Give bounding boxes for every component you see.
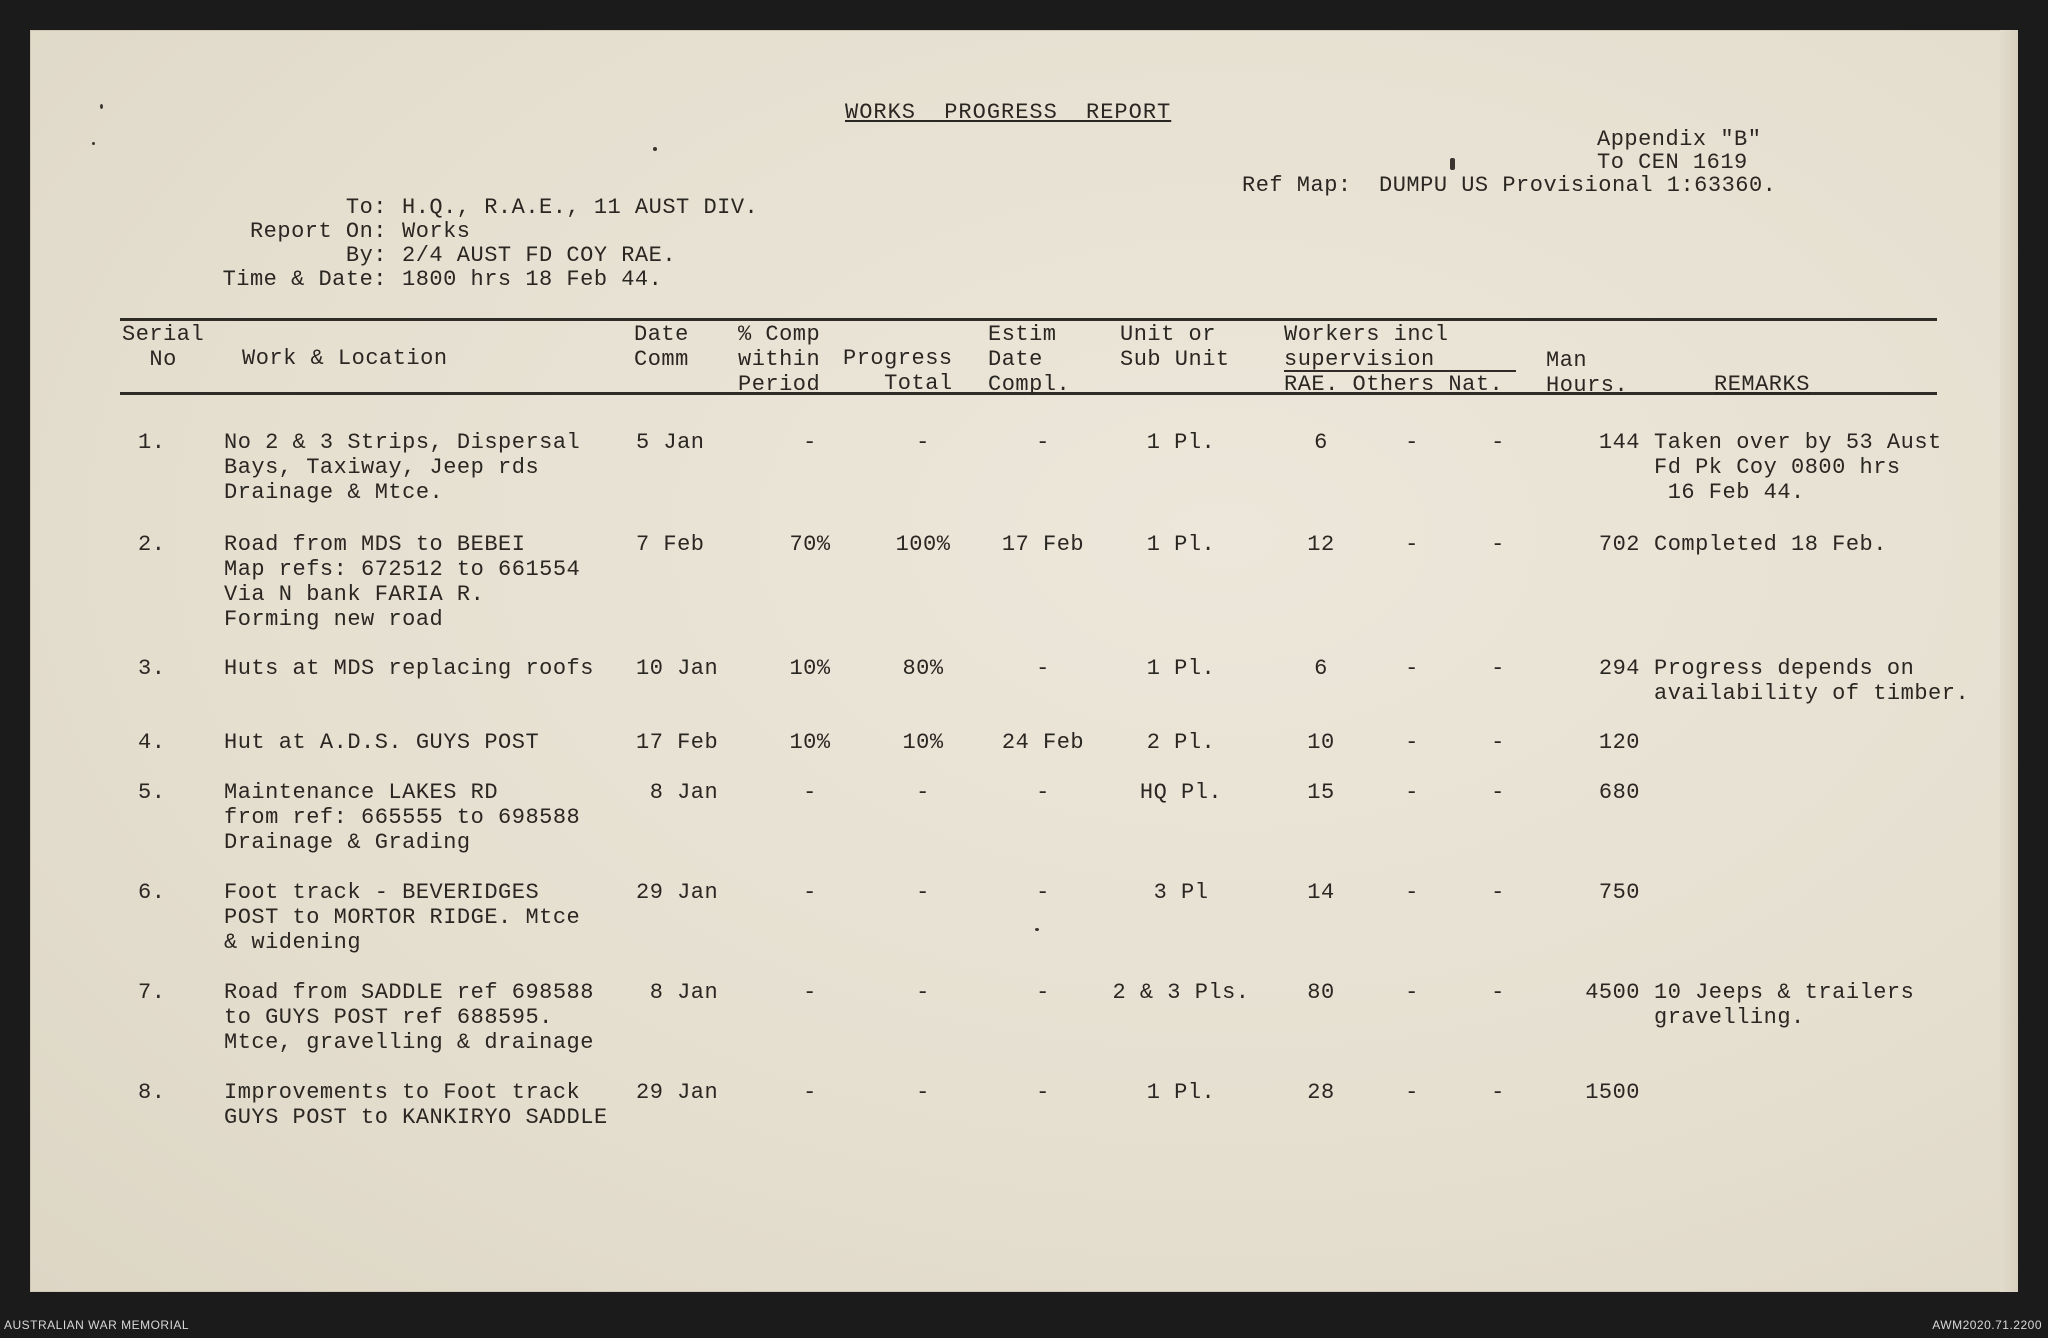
row-serial: 3. xyxy=(138,656,166,681)
row-progress-total: - xyxy=(916,980,930,1005)
row-date-comm: 17 Feb xyxy=(636,730,719,755)
row-work-location: Improvements to Foot track GUYS POST to KANKIRYO SADDLE xyxy=(224,1080,608,1130)
row-workers-nat: - xyxy=(1491,656,1505,681)
footer-source: AUSTRALIAN WAR MEMORIAL xyxy=(4,1318,190,1332)
row-date-comm: 10 Jan xyxy=(636,656,719,681)
col-remarks: REMARKS xyxy=(1714,372,1810,397)
col-pct-comp: % Comp within Period xyxy=(738,322,821,397)
row-workers-others: - xyxy=(1405,1080,1419,1105)
to-label: To: xyxy=(345,195,387,220)
col-man-hours: Man Hours. xyxy=(1546,348,1629,398)
row-progress-total: - xyxy=(916,430,930,455)
row-workers-others: - xyxy=(1405,880,1419,905)
col-serial: Serial No xyxy=(122,322,205,372)
row-man-hours: 144 xyxy=(1598,430,1640,455)
to-value: H.Q., R.A.E., 11 AUST DIV. xyxy=(402,195,759,220)
row-progress-total: 10% xyxy=(902,730,944,755)
ref-map: Ref Map: DUMPU US Provisional 1:63360. xyxy=(1242,173,1777,198)
row-work-location: Maintenance LAKES RD from ref: 665555 to 698588 Drainage & Grading xyxy=(224,780,581,855)
col-progress-total: Progress Total xyxy=(843,346,953,396)
row-progress-total: - xyxy=(916,1080,930,1105)
row-serial: 8. xyxy=(138,1080,166,1105)
col-date-comm: Date Comm xyxy=(634,322,689,372)
row-workers-others: - xyxy=(1405,430,1419,455)
row-workers-rae: 6 xyxy=(1314,430,1328,455)
row-man-hours: 750 xyxy=(1598,880,1640,905)
row-estim-date: - xyxy=(1036,1080,1050,1105)
col-workers: Workers incl supervision xyxy=(1284,322,1449,372)
row-progress-total: - xyxy=(916,880,930,905)
row-workers-rae: 28 xyxy=(1307,1080,1335,1105)
paper-speck xyxy=(92,142,95,145)
row-remarks: Completed 18 Feb. xyxy=(1654,532,1887,557)
row-serial: 7. xyxy=(138,980,166,1005)
row-work-location: Hut at A.D.S. GUYS POST xyxy=(224,730,540,755)
row-pct-comp: - xyxy=(803,880,817,905)
row-unit: 3 Pl xyxy=(1153,880,1209,905)
document-page xyxy=(30,30,2018,1292)
report-on-label: Report On: xyxy=(249,219,387,244)
row-work-location: Huts at MDS replacing roofs xyxy=(224,656,594,681)
row-remarks: Progress depends on availability of timber. xyxy=(1654,656,1970,706)
row-pct-comp: - xyxy=(803,780,817,805)
row-workers-others: - xyxy=(1405,780,1419,805)
row-date-comm: 29 Jan xyxy=(636,880,719,905)
row-pct-comp: 10% xyxy=(789,656,831,681)
row-workers-rae: 14 xyxy=(1307,880,1335,905)
col-unit: Unit or Sub Unit xyxy=(1120,322,1230,372)
row-serial: 2. xyxy=(138,532,166,557)
row-unit: 1 Pl. xyxy=(1146,1080,1216,1105)
row-workers-rae: 80 xyxy=(1307,980,1335,1005)
time-date-value: 1800 hrs 18 Feb 44. xyxy=(402,267,663,292)
appendix-line-1: Appendix "B" xyxy=(1597,127,1762,152)
row-unit: 1 Pl. xyxy=(1146,430,1216,455)
paper-speck xyxy=(1035,928,1039,931)
row-workers-nat: - xyxy=(1491,1080,1505,1105)
row-unit: HQ Pl. xyxy=(1139,780,1223,805)
row-estim-date: 24 Feb xyxy=(1001,730,1085,755)
appendix-line-2: To CEN 1619 xyxy=(1597,150,1748,175)
row-estim-date: - xyxy=(1036,880,1050,905)
row-estim-date: - xyxy=(1036,430,1050,455)
row-work-location: Foot track - BEVERIDGES POST to MORTOR RIDGE. Mtce & widening xyxy=(224,880,581,955)
row-progress-total: 80% xyxy=(902,656,944,681)
row-workers-rae: 10 xyxy=(1307,730,1335,755)
row-work-location: No 2 & 3 Strips, Dispersal Bays, Taxiway, Jeep rds Drainage & Mtce. xyxy=(224,430,581,505)
row-serial: 5. xyxy=(138,780,166,805)
row-estim-date: 17 Feb xyxy=(1001,532,1085,557)
row-man-hours: 680 xyxy=(1598,780,1640,805)
row-pct-comp: - xyxy=(803,980,817,1005)
row-estim-date: - xyxy=(1036,656,1050,681)
row-unit: 2 & 3 Pls. xyxy=(1112,980,1250,1005)
report-title: WORKS PROGRESS REPORT xyxy=(845,100,1172,125)
row-unit: 1 Pl. xyxy=(1146,532,1216,557)
row-man-hours: 4500 xyxy=(1585,980,1640,1005)
row-pct-comp: 10% xyxy=(789,730,831,755)
row-pct-comp: - xyxy=(803,1080,817,1105)
time-date-label: Time & Date: xyxy=(222,267,387,292)
by-value: 2/4 AUST FD COY RAE. xyxy=(402,243,677,268)
by-label: By: xyxy=(345,243,387,268)
paper-speck xyxy=(100,104,103,109)
row-workers-nat: - xyxy=(1491,430,1505,455)
row-remarks: Taken over by 53 Aust Fd Pk Coy 0800 hrs 16 Feb 44. xyxy=(1654,430,1942,505)
row-workers-nat: - xyxy=(1491,980,1505,1005)
row-date-comm: 5 Jan xyxy=(636,430,705,455)
row-man-hours: 702 xyxy=(1598,532,1640,557)
row-workers-others: - xyxy=(1405,730,1419,755)
row-work-location: Road from SADDLE ref 698588 to GUYS POST ref 688595. Mtce, gravelling & drainage xyxy=(224,980,594,1055)
row-serial: 6. xyxy=(138,880,166,905)
row-progress-total: - xyxy=(916,780,930,805)
row-date-comm: 29 Jan xyxy=(636,1080,719,1105)
row-workers-others: - xyxy=(1405,656,1419,681)
row-workers-nat: - xyxy=(1491,730,1505,755)
col-workers-sub: RAE. Others Nat. xyxy=(1284,372,1504,397)
row-date-comm: 7 Feb xyxy=(636,532,705,557)
row-man-hours: 1500 xyxy=(1585,1080,1640,1105)
row-workers-nat: - xyxy=(1491,532,1505,557)
paper-mark xyxy=(1450,158,1455,170)
row-pct-comp: 70% xyxy=(789,532,831,557)
row-man-hours: 120 xyxy=(1598,730,1640,755)
col-estim-date: Estim Date Compl. xyxy=(988,322,1071,397)
row-workers-others: - xyxy=(1405,532,1419,557)
row-pct-comp: - xyxy=(803,430,817,455)
report-on-value: Works xyxy=(402,219,471,244)
row-serial: 1. xyxy=(138,430,166,455)
row-estim-date: - xyxy=(1036,780,1050,805)
row-remarks: 10 Jeeps & trailers gravelling. xyxy=(1654,980,1915,1030)
row-workers-others: - xyxy=(1405,980,1419,1005)
table-top-rule xyxy=(120,318,1937,321)
row-date-comm: 8 Jan xyxy=(636,780,719,805)
row-workers-rae: 12 xyxy=(1307,532,1335,557)
row-workers-rae: 6 xyxy=(1314,656,1328,681)
row-man-hours: 294 xyxy=(1598,656,1640,681)
row-progress-total: 100% xyxy=(895,532,951,557)
row-estim-date: - xyxy=(1036,980,1050,1005)
col-work-location: Work & Location xyxy=(242,346,448,371)
row-date-comm: 8 Jan xyxy=(636,980,719,1005)
row-unit: 1 Pl. xyxy=(1146,656,1216,681)
row-unit: 2 Pl. xyxy=(1146,730,1216,755)
row-serial: 4. xyxy=(138,730,166,755)
row-workers-nat: - xyxy=(1491,880,1505,905)
footer-accession: AWM2020.71.2200 xyxy=(1932,1318,2042,1332)
row-workers-nat: - xyxy=(1491,780,1505,805)
row-work-location: Road from MDS to BEBEI Map refs: 672512 to 661554 Via N bank FARIA R. Forming new road xyxy=(224,532,581,632)
paper-speck xyxy=(653,147,657,151)
row-workers-rae: 15 xyxy=(1307,780,1335,805)
